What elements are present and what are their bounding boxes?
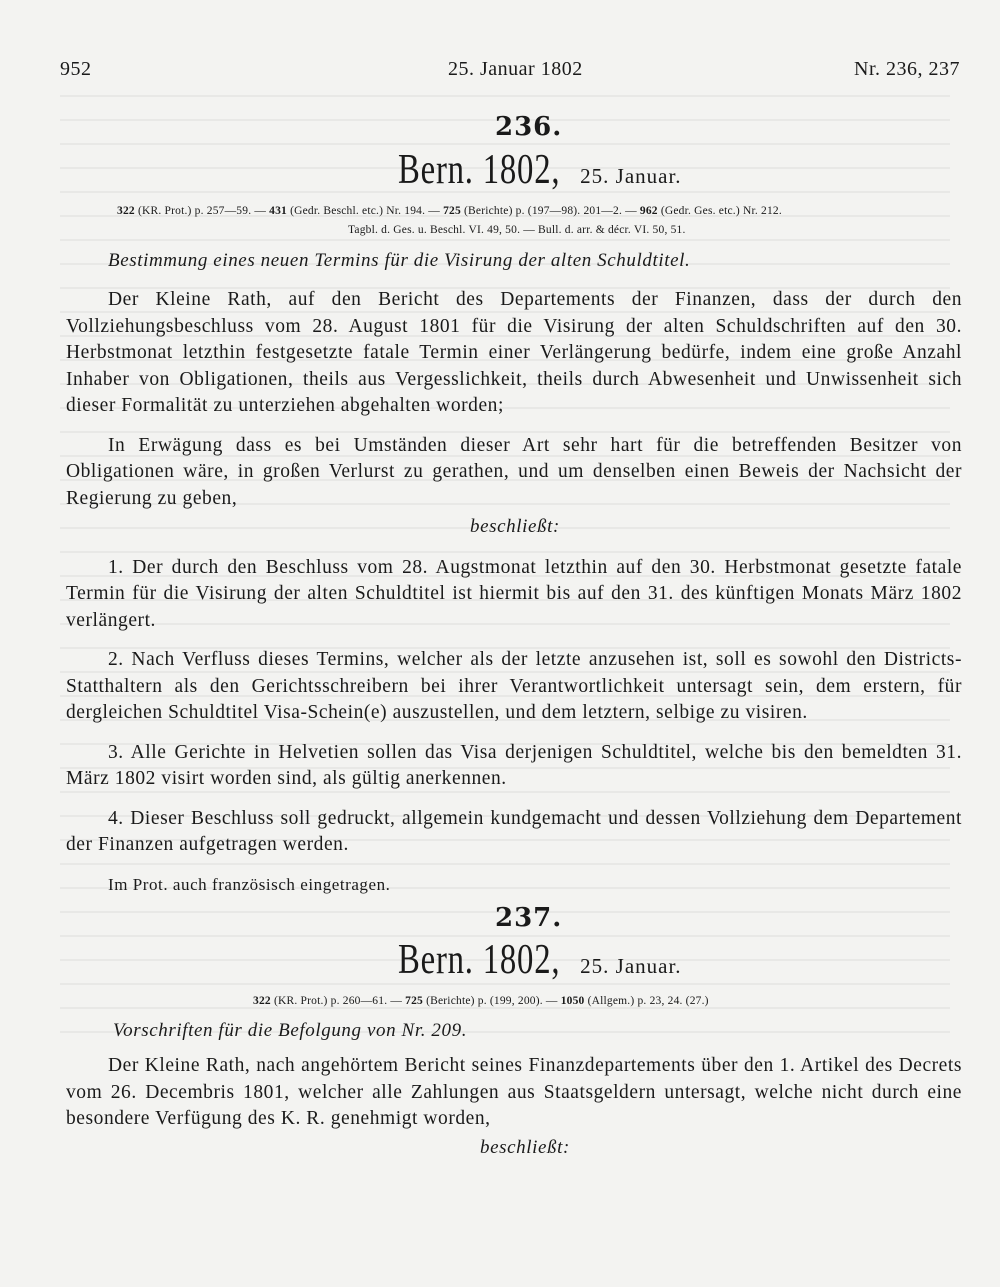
- entry-236-article: 3. Alle Gerichte in Helvetien sollen das Visa derjenigen Schuldtitel, welche bis den bemeldten 31. März 1802 visirt worden sind, als gültig anerkennen.: [66, 741, 962, 789]
- entry-236-article: 4. Dieser Beschluss soll gedruckt, allgemein kundgemacht und dessen Vollziehung dem Departement der Finanzen aufgetragen werden.: [66, 807, 962, 855]
- entry-237-dateline: [398, 936, 682, 984]
- entry-236-dateline: [398, 146, 682, 194]
- running-date: 25. Januar 1802: [448, 58, 583, 80]
- entry-237-number: 237.: [495, 903, 563, 933]
- entry-236-topic: Bestimmung eines neuen Termins für die Visirung der alten Schuldtitel.: [108, 250, 691, 271]
- entry-236-paragraph: In Erwägung dass es bei Umständen dieser Art sehr hart für die betreffenden Besitzer von Obligationen wäre, in großen Verlurst zu gerathen, und um denselben einen Beweis der Nachsicht der Regierung zu geben,: [66, 434, 962, 509]
- entry-236-article: 2. Nach Verfluss dieses Termins, welcher als der letzte anzusehen ist, soll es sowohl den Districts-Statthaltern als den Gerichtsschreibern bei ihrer Verantwortlichkeit untersagt sein, dem erstern, für dergleichen Schuldtitel Visa-Schein(e) auszustellen, und dem letztern, selbige zu visiren.: [66, 649, 962, 723]
- document-numbers: Nr. 236, 237: [854, 58, 960, 80]
- entry-237-body: [66, 1053, 962, 1161]
- entry-236-number: 236.: [495, 112, 563, 142]
- entry-237-resolves: beschließt:: [480, 1136, 570, 1158]
- entry-236-paragraph: Der Kleine Rath, auf den Bericht des Departements der Finanzen, dass der durch den Vollziehungsbeschluss vom 28. August 1801 für die Visirung der alten Schuldschriften auf den 30. Herbstmonat letzthin festgesetzte fatale Termin einer Verlängerung bedürfe, indem eine große Anzahl Inhaber von Obligationen, theils aus Vergesslichkeit, theils durch Abwesenheit und Unwissenheit sich dieser Formalität zu unterziehen abgehalten worden;: [66, 289, 962, 416]
- entry-236-date: 25. Januar.: [580, 164, 682, 188]
- entry-237-city-year: Bern. 1802,: [398, 937, 561, 983]
- entry-237-source: 322 (KR. Prot.) p. 260—61. — 725 (Berichte) p. (199, 200). — 1050 (Allgem.) p. 23, 24. (27.): [253, 995, 709, 1007]
- entry-236-source-line-2: Tagbl. d. Ges. u. Beschl. VI. 49, 50. — Bull. d. arr. & décr. VI. 50, 51.: [348, 224, 686, 236]
- entry-237-date: 25. Januar.: [580, 954, 682, 978]
- entry-236-article: 1. Der durch den Beschluss vom 28. Augstmonat letzthin auf den 30. Herbstmonat gesetzte fatale Termin für die Visirung der alten Schuldtitel ist hiermit bis auf den 31. des künftigen Monats März 1802 verlängert.: [66, 556, 962, 631]
- entry-236-city-year: Bern. 1802,: [398, 147, 561, 193]
- page-number: 952: [60, 58, 92, 80]
- entry-236-note: Im Prot. auch französisch eingetragen.: [108, 874, 391, 894]
- entry-236-body: [66, 287, 962, 911]
- entry-237-topic: Vorschriften für die Befolgung von Nr. 209.: [113, 1020, 468, 1041]
- entry-236-resolves: beschließt:: [470, 516, 560, 537]
- entry-236-source-line-1: 322 (KR. Prot.) p. 257—59. — 431 (Gedr. Beschl. etc.) Nr. 194. — 725 (Berichte) p. (197—98). 201—2. — 962 (Gedr. Ges. etc.) Nr. 212.: [117, 205, 782, 217]
- entry-237-paragraph: Der Kleine Rath, nach angehörtem Bericht seines Finanzdepartements über den 1. Artikel des Decrets vom 26. Decembris 1801, welcher alle Zahlungen aus Staatsgeldern untersagt, welche nicht durch eine besondere Verfügung des K. R. genehmigt worden,: [66, 1055, 962, 1129]
